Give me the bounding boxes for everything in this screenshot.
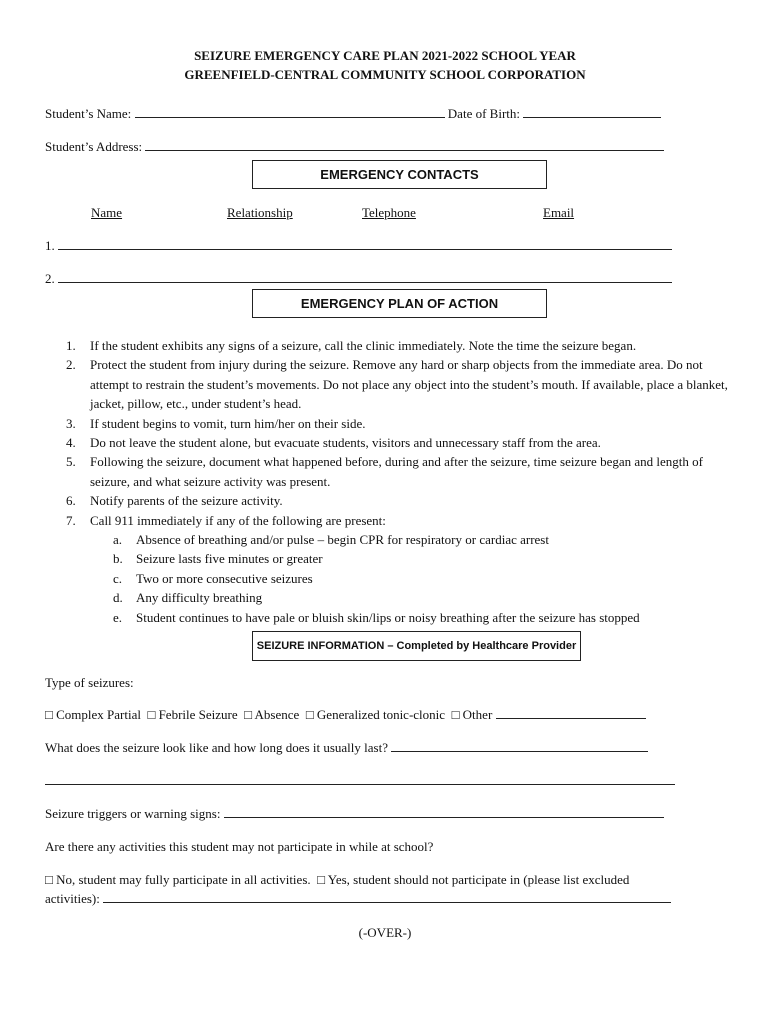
- condition-text: Seizure lasts five minutes or greater: [136, 551, 323, 567]
- seizure-type-label: Type of seizures:: [45, 675, 134, 690]
- checkbox-absence[interactable]: □: [244, 707, 252, 722]
- plan-step-text: Call 911 immediately if any of the following are present:: [90, 512, 386, 528]
- checkbox-other[interactable]: □: [451, 707, 460, 722]
- plan-step: 5. Following the seizure, document what happened before, during and after the seizure, time seizure began and length of seizure, and what seizure activity was present.: [66, 454, 703, 489]
- no-restrictions-label: No, student may fully participate in all activities.: [56, 872, 311, 887]
- checkbox-febrile-seizure[interactable]: □: [147, 707, 156, 722]
- seizure-triggers-label: Seizure triggers or warning signs:: [45, 806, 221, 821]
- plan-step: 3. If student begins to vomit, turn him/her on their side.: [66, 415, 366, 431]
- plan-step: 2. Protect the student from injury during the seizure. Remove any hard or sharp objects from the immediate area. Do not attempt to restrain the student’s movements. Do not place any object into the student’s mouth. If available, place a blanket, jacket, pillow, etc., under student’s head.: [66, 357, 728, 412]
- plan-step: 7. Call 911 immediately if any of the following are present: a. Absence of breathing and/or pulse – begin CPR for respiratory or cardiac arrest b. Seizure lasts five minutes or greater c. Two or more consecutive seizures d. Any difficulty breathing e. Student continues to have pale or bluish skin/lips or noisy breathing after the seizure has stopped: [90, 511, 730, 627]
- student-address-label: Student’s Address:: [45, 139, 143, 154]
- seizure-description-row: [45, 740, 648, 756]
- seizure-triggers-field[interactable]: [224, 806, 664, 818]
- contact-row-field[interactable]: [58, 271, 672, 283]
- form-title: SEIZURE EMERGENCY CARE PLAN 2021-2022 SCHOOL YEAR: [194, 48, 576, 63]
- plan-step: 1. If the student exhibits any signs of a seizure, call the clinic immediately. Note the time the seizure began.: [66, 338, 637, 353]
- seizure-description-field[interactable]: [391, 740, 648, 752]
- student-name-label: Student’s Name:: [45, 106, 132, 121]
- contact-row-number: 1.: [45, 238, 55, 253]
- checkbox-yes-restrictions[interactable]: □: [317, 872, 325, 887]
- seizure-description-continuation: [45, 773, 675, 789]
- plan-step-text: Notify parents of the seizure activity.: [90, 493, 283, 509]
- activities-question: Are there any activities this student may not participate in while at school?: [45, 839, 434, 854]
- checkbox-complex-partial[interactable]: □: [45, 707, 53, 722]
- contact-row-1: [45, 238, 672, 254]
- student-address-field[interactable]: [145, 139, 664, 151]
- other-label: Other: [462, 707, 493, 722]
- other-type-field[interactable]: [496, 707, 646, 719]
- plan-step-text: Protect the student from injury during the seizure. Remove any hard or sharp objects from the immediate area. Do not attempt to restrain the student’s movements. Do not place any object into the student’s mouth. If available, place a blanket, jacket, pillow, etc., under student’s head.: [90, 357, 728, 412]
- plan-steps-list: [66, 336, 730, 627]
- contact-col-name: Name: [91, 205, 123, 220]
- plan-step: 6. Notify parents of the seizure activity.: [66, 493, 283, 509]
- checkbox-generalized-tonic-clonic[interactable]: □: [305, 707, 314, 722]
- excluded-activities-label: activities):: [45, 891, 100, 906]
- call-911-conditions: [90, 530, 730, 627]
- emergency-contacts-heading: EMERGENCY CONTACTS: [252, 160, 547, 189]
- seizure-triggers-row: [45, 806, 664, 822]
- absence-label: Absence: [254, 707, 300, 722]
- plan-step-text: Do not leave the student alone, but evacuate students, visitors and unnecessary staff from the area.: [90, 435, 601, 451]
- contact-col-email: Email: [543, 205, 575, 220]
- plan-step-text: Following the seizure, document what happened before, during and after the seizure, time seizure began and length of seizure, and what seizure activity was present.: [90, 454, 703, 489]
- contact-row-number: 2.: [45, 271, 55, 286]
- seizure-description-question: What does the seizure look like and how long does it usually last?: [45, 740, 388, 755]
- student-name-row: [45, 106, 661, 122]
- plan-step-text: If the student exhibits any signs of a seizure, call the clinic immediately. Note the time the seizure began.: [90, 338, 637, 353]
- emergency-plan-heading: EMERGENCY PLAN OF ACTION: [252, 289, 547, 318]
- excluded-activities-row: [45, 891, 671, 907]
- seizure-description-field-2[interactable]: [45, 773, 675, 785]
- condition-text: Any difficulty breathing: [136, 590, 263, 606]
- call-911-condition: b. Seizure lasts five minutes or greater: [113, 551, 323, 567]
- condition-text: Student continues to have pale or bluish skin/lips or noisy breathing after the seizure has stopped: [136, 609, 640, 625]
- yes-restrictions-label: Yes, student should not participate in (please list excluded: [327, 872, 630, 887]
- contact-row-field[interactable]: [58, 238, 672, 250]
- condition-text: Two or more consecutive seizures: [136, 570, 313, 586]
- activities-options-row: [45, 872, 629, 888]
- contact-col-relationship: Relationship: [227, 205, 293, 220]
- form-subtitle: GREENFIELD-CENTRAL COMMUNITY SCHOOL CORPORATION: [184, 67, 586, 82]
- contact-row-2: [45, 271, 672, 287]
- febrile-seizure-label: Febrile Seizure: [158, 707, 238, 722]
- over-indicator: (-OVER-): [358, 925, 412, 940]
- checkbox-no-restrictions[interactable]: □: [45, 872, 53, 887]
- call-911-condition: a. Absence of breathing and/or pulse – begin CPR for respiratory or cardiac arrest: [113, 532, 549, 548]
- student-name-field[interactable]: [135, 106, 445, 118]
- student-address-row: [45, 139, 664, 155]
- excluded-activities-field[interactable]: [103, 891, 671, 903]
- call-911-condition: e. Student continues to have pale or bluish skin/lips or noisy breathing after the seizure has stopped: [113, 609, 640, 625]
- call-911-condition: d. Any difficulty breathing: [113, 590, 263, 606]
- date-of-birth-field[interactable]: [523, 106, 661, 118]
- plan-step-text: If student begins to vomit, turn him/her on their side.: [90, 415, 366, 431]
- seizure-info-heading: SEIZURE INFORMATION – Completed by Healthcare Provider: [252, 631, 581, 661]
- date-of-birth-label: Date of Birth:: [447, 106, 521, 121]
- contact-col-telephone: Telephone: [362, 205, 416, 220]
- complex-partial-label: Complex Partial: [56, 707, 141, 722]
- condition-text: Absence of breathing and/or pulse – begin CPR for respiratory or cardiac arrest: [136, 532, 549, 548]
- plan-step: 4. Do not leave the student alone, but evacuate students, visitors and unnecessary staff from the area.: [66, 435, 601, 451]
- seizure-type-options: [45, 707, 646, 723]
- call-911-condition: c. Two or more consecutive seizures: [113, 570, 313, 586]
- generalized-tonic-clonic-label: Generalized tonic-clonic: [316, 707, 446, 722]
